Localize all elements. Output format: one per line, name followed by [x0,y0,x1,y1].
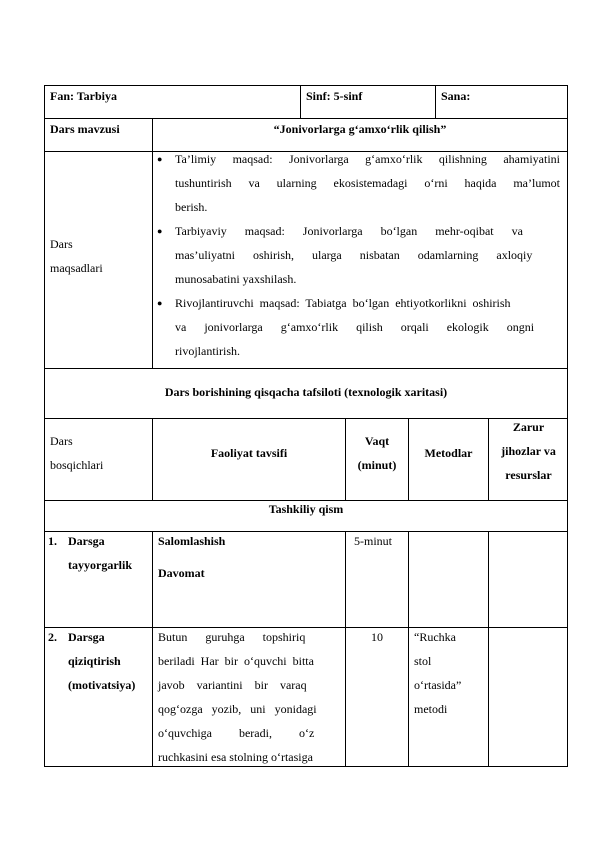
divider [435,85,436,119]
section-title: Dars borishining qisqacha tafsiloti (texnologik xaritasi) [164,385,448,399]
objective-1-line3: berish. [175,200,208,214]
row2-method-line2: stol [414,654,432,668]
objective-3-line3: rivojlantirish. [175,344,240,358]
org-section-title: Tashkiliy qism [268,502,344,516]
row2-method-line1: “Ruchka [414,630,456,644]
divider [488,627,489,767]
divider [345,531,346,628]
row2-activity-line1: Butun guruhga topshiriq [158,630,306,644]
col-time-line1: Vaqt [364,434,390,448]
divider [152,627,153,767]
col-time-line2: (minut) [357,458,397,472]
objectives-label-line1: Dars [50,237,73,251]
col-resources-line2: jihozlar va [501,444,556,458]
row2-activity-line6: ruchkasini esa stolning o‘rtasiga [158,750,313,764]
row2-method-line4: metodi [414,702,448,716]
objective-3-line1: Rivojlantiruvchi maqsad: Tabiatga bo‘lgan ehtiyotkorlikni oshirish [175,296,511,310]
row1-activity-line2: Davomat [158,566,205,580]
row1-stage-line2: tayyorgarlik [68,558,132,572]
table-row [44,531,568,628]
date-label: Sana: [441,89,471,103]
topic-label: Dars mavzusi [50,122,120,136]
objective-1-line2: tushuntirish va ularning ekosistemadagi o‘rni haqida ma’lumot [175,176,560,190]
row1-time: 5-minut [354,534,392,548]
divider [345,627,346,767]
objective-1-line1: Ta’limiy maqsad: Jonivorlarga g‘amxo‘rlik qilishning ahamiyatini [175,152,560,166]
bullet-icon: ● [157,226,163,236]
col-stages-line1: Dars [50,434,73,448]
col-stages-line2: bosqichlari [50,458,104,472]
grade-label: Sinf: 5-sinf [306,89,363,103]
row2-method-line3: o‘rtasida” [414,678,462,692]
objective-2-line1: Tarbiyaviy maqsad: Jonivorlarga bo‘lgan mehr-oqibat va [175,224,523,238]
row2-activity-line3: javob variantini bir varaq [158,678,307,692]
row1-activity-line1: Salomlashish [158,534,226,548]
divider [300,85,301,119]
row1-stage-line1: Darsga [68,534,105,548]
row2-stage-line2: qiziqtirish [68,654,121,668]
topic-title: “Jonivorlarga g‘amxo‘rlik qilish” [273,122,447,136]
divider [408,531,409,628]
divider [408,627,409,767]
bullet-icon: ● [157,298,163,308]
col-activity: Faoliyat tavsifi [210,446,288,460]
col-methods: Metodlar [424,446,473,460]
divider [152,531,153,628]
row2-time: 10 [371,630,383,644]
col-resources-line3: resurslar [505,468,552,482]
bullet-icon: ● [157,154,163,164]
objectives-label-line2: maqsadlari [50,261,103,275]
objective-2-line2: mas’uliyatni oshirish, ularga nisbatan odamlarning axloqiy [175,248,533,262]
row2-number: 2. [48,630,57,644]
row2-stage-line1: Darsga [68,630,105,644]
row2-activity-line4: qog‘ozga yozib, uni yonidagi [158,702,317,716]
divider [488,531,489,628]
objective-3-line2: va jonivorlarga g‘amxo‘rlik qilish orqali ekologik ongni [175,320,535,334]
divider [152,151,153,369]
subject-label: Fan: Tarbiya [50,89,118,103]
row2-activity-line5: o‘quvchiga beradi, o‘z [158,726,315,740]
row2-stage-line3: (motivatsiya) [68,678,136,692]
row1-number: 1. [48,534,57,548]
row2-activity-line2: beriladi Har bir o‘quvchi bitta [158,654,314,668]
objective-2-line3: munosabatini yaxshilash. [175,272,297,286]
col-resources-line1: Zarur [512,420,545,434]
